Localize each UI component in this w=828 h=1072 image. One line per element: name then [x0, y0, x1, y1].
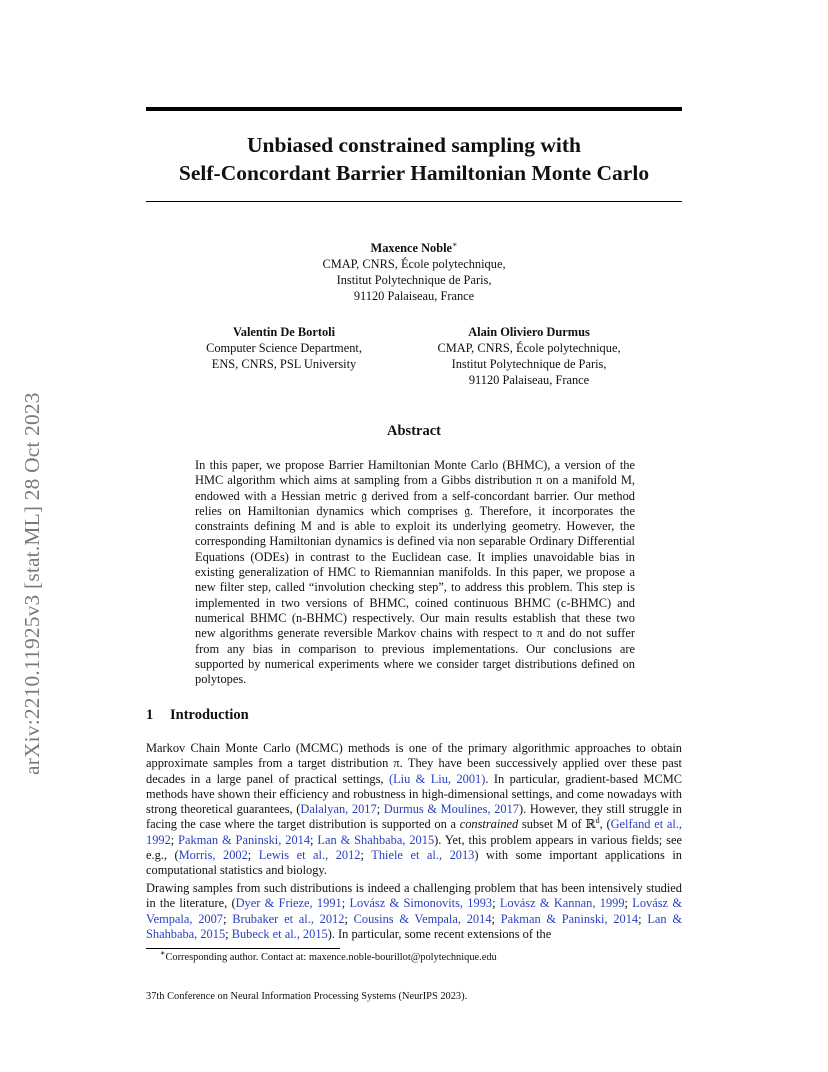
citation-link[interactable]: Durmus & Moulines, 2017: [383, 802, 520, 817]
footnote-rule: [146, 948, 340, 949]
author-affiliation: ENS, CNRS, PSL University: [211, 357, 357, 371]
section-title: Introduction: [170, 707, 249, 723]
citation-link[interactable]: Lovász & Simonovits, 1993: [349, 896, 493, 911]
author-name: Alain Oliviero Durmus: [468, 325, 590, 339]
author-name: Maxence Noble: [370, 241, 453, 255]
footnote-text: Corresponding author. Contact at: maxence.noble-bourillot@polytechnique.edu: [165, 952, 497, 963]
author-affiliation: 91120 Palaiseau, France: [353, 289, 475, 303]
citation-link[interactable]: Cousins & Vempala, 2014: [353, 911, 492, 926]
footnote: [160, 948, 497, 964]
abstract-heading: Abstract: [387, 423, 441, 439]
author-block-3: [414, 324, 644, 388]
title-line-2: Self-Concordant Barrier Hamiltonian Monte Carlo: [178, 161, 650, 185]
section-number: 1: [146, 707, 154, 723]
author-block-1: [214, 240, 614, 304]
title-line-1: Unbiased constrained sampling with: [247, 133, 581, 157]
citation-link[interactable]: Lan & Shahbaba, 2015: [146, 911, 682, 941]
footnote-marker: ∗: [452, 239, 458, 249]
citation-link[interactable]: Lewis et al., 2012: [258, 848, 361, 863]
author-affiliation: Institut Polytechnique de Paris,: [336, 273, 492, 287]
body-paragraph-2: Drawing samples from such distributions is indeed a challenging problem that has been intensively studied in the literature, (Dyer & Frieze, 1991; Lovász & Simonovits, 1993; Lovász & Kannan, 1999; Lovász & Vempala, 2007; Brubaker et al., 2012; Cousins & Vempala, 2014; Pakman & Paninski, 2014; Lan & Shahbaba, 2015; Bubeck et al., 2015). In particular, some recent extensions of the: [146, 881, 682, 941]
author-affiliation: Institut Polytechnique de Paris,: [451, 357, 607, 371]
arxiv-identifier: arXiv:2210.11925v3 [stat.ML] 28 Oct 2023: [20, 392, 44, 775]
citation-link[interactable]: Dalalyan, 2017: [300, 802, 377, 817]
author-affiliation: 91120 Palaiseau, France: [468, 373, 590, 387]
title-top-rule: [146, 107, 682, 111]
footnote-marker: ∗: [160, 948, 166, 958]
author-affiliation: Computer Science Department,: [206, 341, 362, 355]
author-affiliation: CMAP, CNRS, École polytechnique,: [437, 341, 621, 355]
citation-link[interactable]: Lan & Shahbaba, 2015: [317, 832, 435, 847]
citation-link[interactable]: Pakman & Paninski, 2014: [178, 832, 311, 847]
citation-link[interactable]: (Liu & Liu, 2001): [388, 771, 486, 786]
citation-link[interactable]: Bubeck et al., 2015: [231, 926, 328, 941]
section-heading: [146, 707, 249, 724]
citation-link[interactable]: Lovász & Vempala, 2007: [146, 896, 682, 926]
abstract-text: In this paper, we propose Barrier Hamiltonian Monte Carlo (BHMC), a version of the HMC algorithm which aims at sampling from a Gibbs distribution π on a manifold M, endowed with a Hessian metric 𝔤 derived from a self-concordant barrier. Our method relies on Hamiltonian dynamics which comprises 𝔤. Therefore, it incorporates the constraints defining M and is able to exploit its underlying geometry. However, the corresponding Hamiltonian dynamics is defined via non separable Ordinary Differential Equations (ODEs) in contrast to the Euclidean case. It implies unavoidable bias in existing generalization of HMC to Riemannian manifolds. In this paper, we propose a new filter step, called “involution checking step”, to address this problem. This step is implemented in two versions of BHMC, coined continuous BHMC (c-BHMC) and numerical BHMC (n-BHMC) respectively. Our main results establish that these two new algorithms generate reversible Markov chains with respect to π and do not suffer from any bias in comparison to previous implementations. Our conclusions are supported by numerical experiments where we consider target distributions defined on polytopes.: [195, 458, 635, 687]
author-affiliation: CMAP, CNRS, École polytechnique,: [322, 257, 506, 271]
author-name: Valentin De Bortoli: [232, 325, 336, 339]
citation-link[interactable]: Pakman & Paninski, 2014: [500, 911, 639, 926]
citation-link[interactable]: Lovász & Kannan, 1999: [499, 896, 625, 911]
citation-link[interactable]: Brubaker et al., 2012: [232, 911, 345, 926]
paper-title: [146, 131, 682, 187]
citation-link[interactable]: Morris, 2002: [178, 848, 248, 863]
body-paragraph-1: Markov Chain Monte Carlo (MCMC) methods is one of the primary algorithmic approaches to obtain approximate samples from a target distribution π. They have been successively applied over these past decades in a large panel of practical settings, (Liu & Liu, 2001). In particular, gradient-based MCMC methods have shown their efficiency and robustness in high-dimensional settings, and come nowadays with strong theoretical guarantees, (Dalalyan, 2017; Durmus & Moulines, 2017). However, they still struggle in facing the case where the target distribution is supported on a constrained subset M of ℝ$^d$, (Gelfand et al., 1992; Pakman & Paninski, 2014; Lan & Shahbaba, 2015). Yet, this problem appears in various fields; see e.g., (Morris, 2002; Lewis et al., 2012; Thiele et al., 2013) with some important applications in computational statistics and biology.: [146, 741, 682, 878]
conference-note: 37th Conference on Neural Information Processing Systems (NeurIPS 2023).: [146, 991, 468, 1002]
citation-link[interactable]: Gelfand et al., 1992: [146, 817, 682, 847]
citation-link[interactable]: Thiele et al., 2013: [371, 848, 475, 863]
title-bottom-rule: [146, 201, 682, 202]
citation-link[interactable]: Dyer & Frieze, 1991: [235, 896, 342, 911]
author-block-2: [184, 324, 384, 372]
